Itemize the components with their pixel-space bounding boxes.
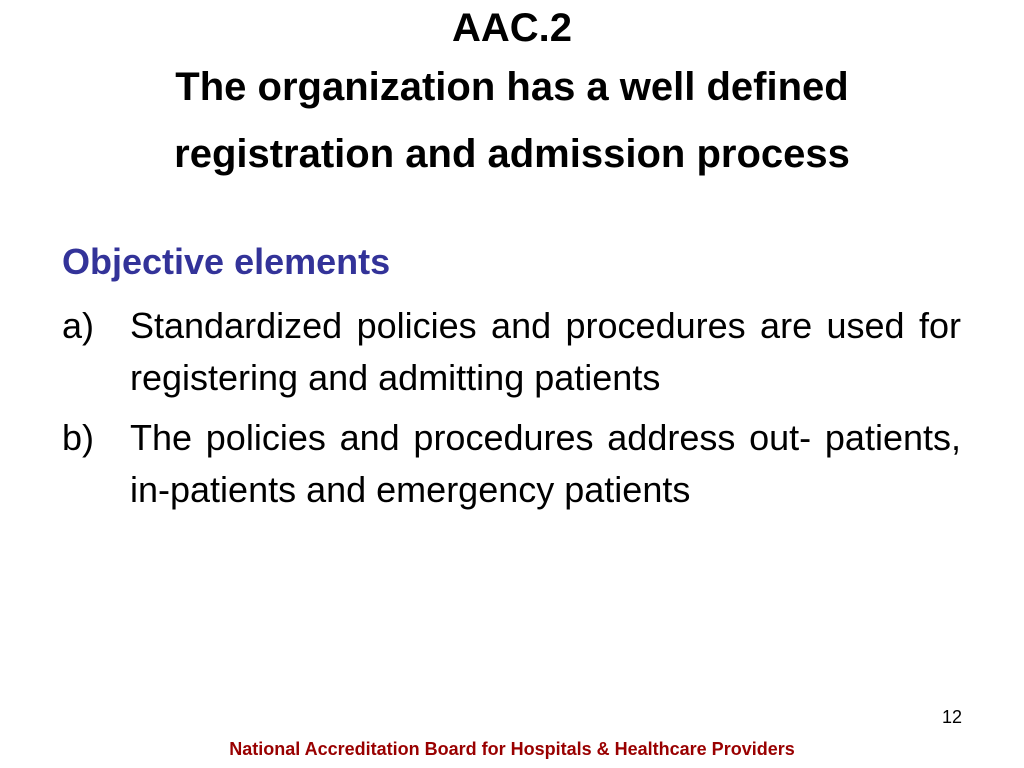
objective-elements-list bbox=[62, 300, 961, 524]
footer-organization: National Accreditation Board for Hospitals & Healthcare Providers bbox=[229, 739, 795, 759]
objective-element-b bbox=[62, 412, 961, 516]
slide-title bbox=[40, 2, 984, 188]
item-marker: a) bbox=[62, 305, 95, 346]
item-marker: b) bbox=[62, 417, 95, 458]
objective-elements-heading: Objective elements bbox=[62, 241, 391, 282]
page-number: 12 bbox=[941, 707, 962, 727]
item-text: The policies and procedures address out- patients, in-patients and emergency patients bbox=[130, 417, 961, 510]
title-line-2: registration and admission process bbox=[174, 132, 850, 176]
standard-code: AAC.2 bbox=[451, 6, 573, 50]
objective-element-a bbox=[62, 300, 961, 404]
title-line-1: The organization has a well defined bbox=[175, 65, 849, 109]
item-text: Standardized policies and procedures are used for registering and admitting patients bbox=[130, 305, 961, 398]
footer-divider bbox=[140, 732, 884, 733]
